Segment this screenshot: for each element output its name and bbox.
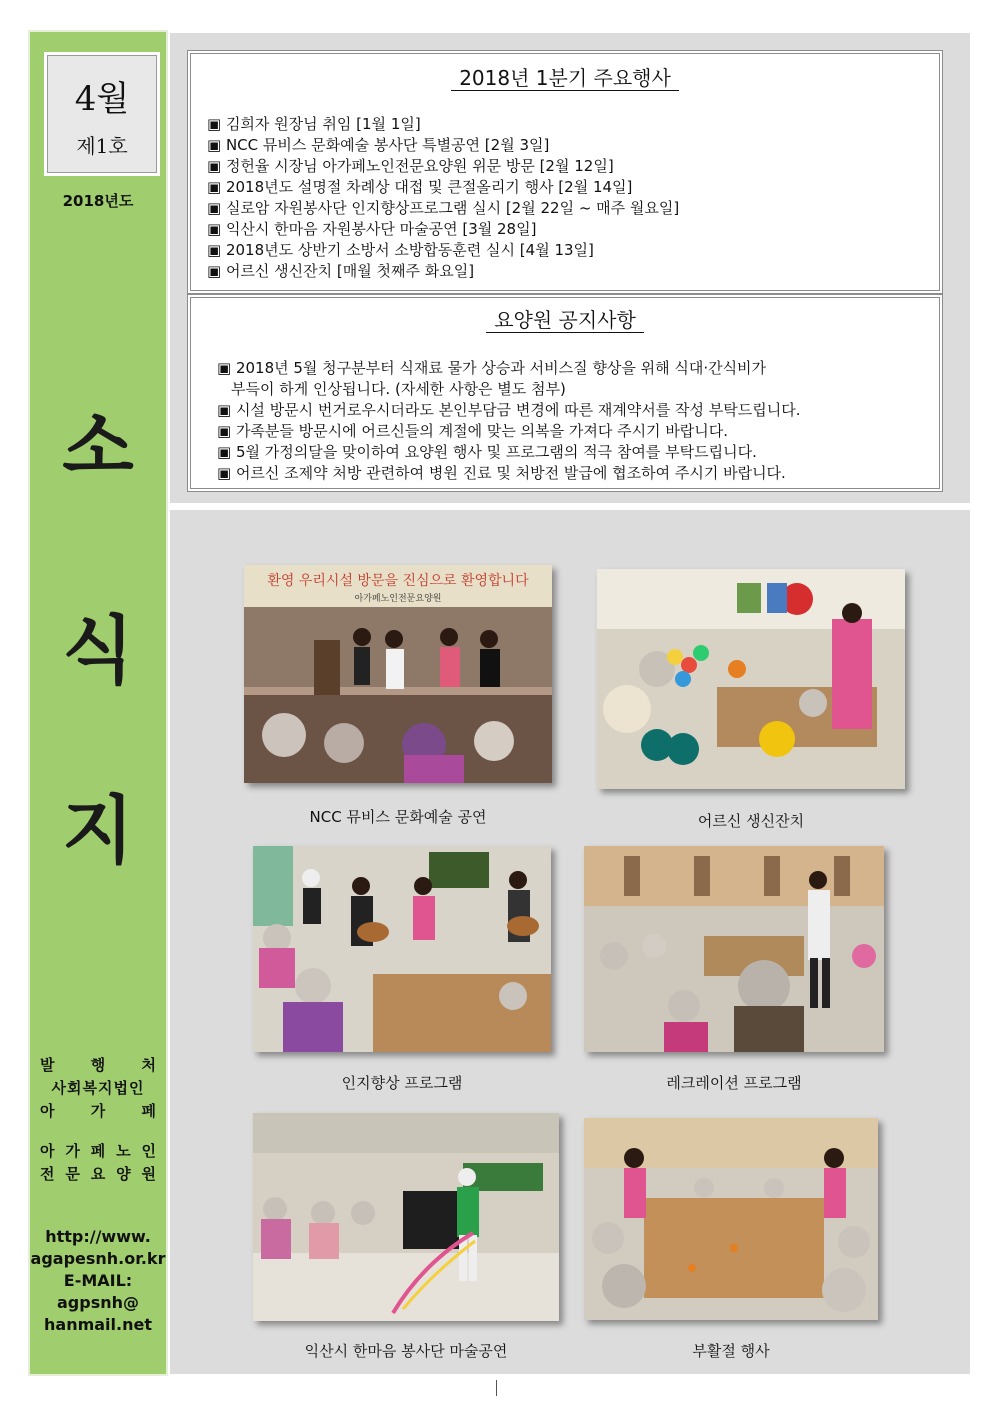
org-char: 아 [40,1142,55,1160]
caption-cognitive-program: 인지향상 프로그램 [341,1074,463,1092]
photo-easter-event [584,1118,878,1320]
welcome-banner-subtext: 아가페노인전문요양원 [354,594,442,604]
event-item: ▣ 어르신 생신잔치 [매월 첫째주 화요일] [207,262,475,280]
publisher-block [40,1054,156,1123]
notice-item: ▣ 어르신 조제약 처방 관련하여 병원 진료 및 처방전 발급에 협조하여 주시기 바랍니다. [217,464,786,482]
org-char: 요 [90,1165,106,1183]
photo-panel [170,510,970,1374]
caption-easter-event: 부활절 행사 [692,1342,770,1360]
notice-item: ▣ 가족분들 방문시에 어르신들의 계절에 맞는 의복을 가져다 주시기 바랍니다. [217,422,729,440]
email-line: hanmail.net [44,1315,152,1334]
issue-number: 제1호 [76,134,128,158]
publisher-name-char: 아 [40,1102,55,1120]
publisher-label-char: 행 [90,1056,106,1074]
org-char: 인 [141,1142,156,1160]
website-link[interactable] [30,1226,166,1270]
org-line-2 [40,1163,156,1186]
event-item: ▣ 정헌율 시장님 아가페노인전문요양원 위문 방문 [2월 12일] [207,157,614,175]
issue-box [44,52,160,176]
publisher-name [40,1100,156,1123]
org-char: 양 [116,1165,131,1183]
notices-title-text: 요양원 공지사항 [486,308,644,333]
org-block [40,1140,156,1186]
title-char-3: 지 [62,788,134,874]
publisher-label-char: 처 [141,1056,156,1074]
caption-ncc-performance: NCC 뮤비스 문화예술 공연 [309,808,487,826]
events-list [207,114,679,282]
email-label: E-MAIL: [63,1271,133,1290]
page-divider-mark [496,1380,497,1396]
event-item: ▣ 2018년도 상반기 소방서 소방합동훈련 실시 [4월 13일] [207,241,594,259]
events-box [190,53,940,291]
caption-magic-show: 익산시 한마음 봉사단 마술공연 [304,1342,508,1360]
photo-easter-event-image [584,1118,878,1320]
publisher-name-char: 페 [141,1102,156,1120]
photo-ncc-performance-image [244,565,552,783]
notices-list [217,358,801,484]
photo-magic-show [253,1113,559,1321]
email-line: agpsnh@ [56,1293,139,1312]
photo-recreation-program [584,846,884,1052]
events-title [191,62,939,91]
publisher-corp: 사회복지법인 [51,1079,145,1097]
publisher-label [40,1054,156,1077]
title-char-1: 소 [62,404,134,490]
photo-magic-show-image [253,1113,559,1321]
contact-block [30,1226,166,1336]
notice-item: ▣ 5월 가정의달을 맞이하여 요양원 행사 및 프로그램의 적극 참여를 부탁드립니다. [217,443,757,461]
issue-year: 2018년도 [62,192,134,210]
org-char: 원 [141,1165,156,1183]
caption-recreation-program: 레크레이션 프로그램 [666,1074,802,1092]
notice-item: ▣ 시설 방문시 번거로우시더라도 본인부담금 변경에 따른 재계약서를 작성 부탁드립니다. [217,401,801,419]
org-char: 페 [90,1142,106,1160]
publisher-label-char: 발 [40,1056,55,1074]
sidebar [28,30,168,1376]
photo-birthday-party-image [597,569,905,789]
events-title-text: 2018년 1분기 주요행사 [451,66,679,91]
notice-item: 부득이 하게 인상됩니다. (자세한 사항은 별도 첨부) [231,380,566,398]
org-char: 노 [116,1142,131,1160]
photo-cognitive-program-image [253,846,551,1052]
event-item: ▣ 2018년도 설명절 차례상 대접 및 큰절올리기 행사 [2월 14일] [207,178,633,196]
email-link[interactable] [30,1292,166,1336]
notices-title [191,304,939,333]
event-item: ▣ NCC 뮤비스 문화예술 봉사단 특별공연 [2월 3일] [207,136,550,154]
publisher-name-char: 가 [90,1102,106,1120]
notice-item: ▣ 2018년 5월 청구분부터 식재료 물가 상승과 서비스질 향상을 위해 식대·간식비가 [217,359,767,377]
caption-birthday-party: 어르신 생신잔치 [697,812,805,830]
org-char: 가 [65,1142,80,1160]
event-item: ▣ 김희자 원장님 취임 [1월 1일] [207,115,421,133]
top-panel [170,33,970,503]
notices-box [190,297,940,489]
photo-ncc-performance [244,565,552,783]
website-line: agapesnh.or.kr [30,1249,166,1268]
event-item: ▣ 익산시 한마음 자원봉사단 마술공연 [3월 28일] [207,220,537,238]
photo-birthday-party [597,569,905,789]
org-char: 전 [40,1165,55,1183]
event-item: ▣ 실로암 자원봉사단 인지향상프로그램 실시 [2월 22일 ~ 매주 월요일] [207,199,680,217]
issue-month: 4월 [74,79,130,119]
org-char: 문 [65,1165,80,1183]
website-line: http://www. [45,1227,151,1246]
welcome-banner-text: 환영 우리시설 방문을 진심으로 환영합니다 [267,573,529,589]
photo-recreation-program-image [584,846,884,1052]
org-line-1 [40,1140,156,1163]
photo-cognitive-program [253,846,551,1052]
title-char-2: 식 [62,608,134,694]
